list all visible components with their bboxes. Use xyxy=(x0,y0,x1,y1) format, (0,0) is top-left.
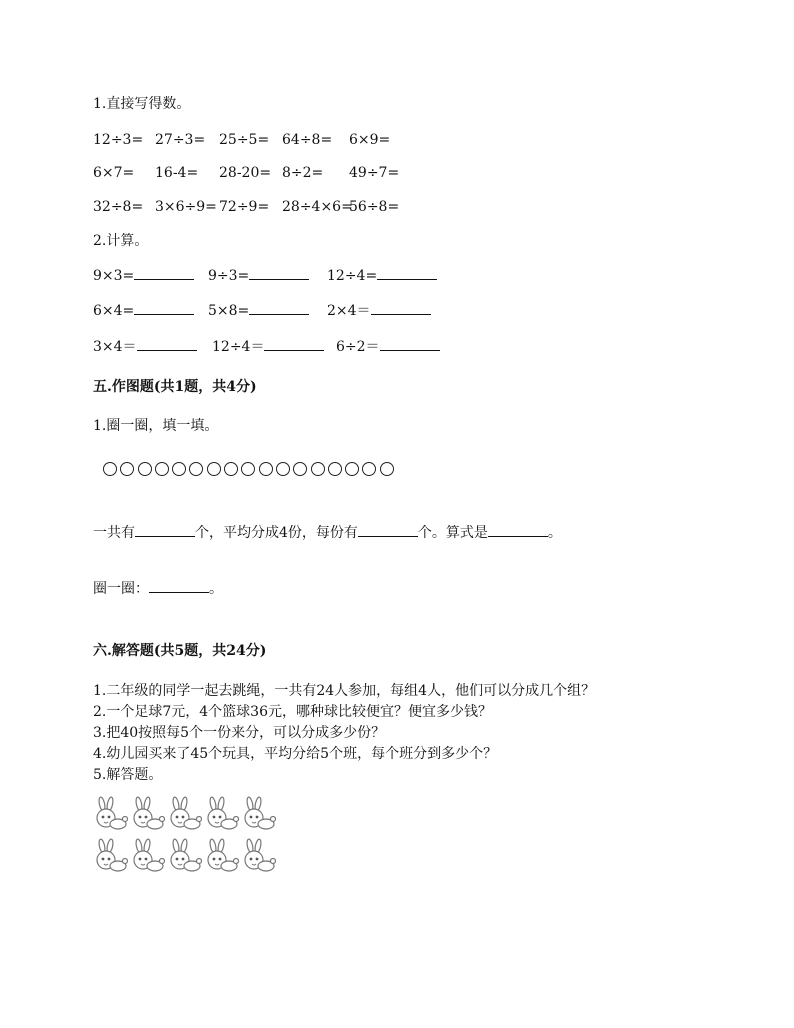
circle-label: 圈一圈： xyxy=(93,581,149,597)
circle-shape xyxy=(311,462,325,476)
q1-item: 8÷2= xyxy=(282,165,324,181)
answer-blank[interactable] xyxy=(371,302,431,315)
circle-shape xyxy=(259,462,273,476)
answer-blank[interactable] xyxy=(249,302,309,315)
rabbit-icon xyxy=(92,838,128,874)
circle-row xyxy=(103,461,397,480)
answer-blank[interactable] xyxy=(380,338,440,351)
rabbit-icon xyxy=(92,796,128,832)
circle-shape xyxy=(241,462,255,476)
circle-blank[interactable] xyxy=(149,580,209,593)
fill-text-4: 。 xyxy=(547,525,562,541)
q1-item: 72÷9= xyxy=(219,199,270,215)
answer-blank[interactable] xyxy=(134,302,194,315)
q1-item: 3×6÷9= xyxy=(155,199,217,215)
q2-expression: 9÷3= xyxy=(208,268,250,284)
q2-item xyxy=(327,302,431,320)
fill-text-2: 个，平均分成4份，每份有 xyxy=(195,525,358,541)
solve-question-2: 2.一个足球7元，4个篮球36元，哪种球比较便宜？便宜多少钱？ xyxy=(93,704,492,720)
fill-text-1: 一共有 xyxy=(93,525,135,541)
rabbit-icon xyxy=(240,838,276,874)
q1-item: 64÷8= xyxy=(282,132,333,148)
formula-blank[interactable] xyxy=(488,524,548,537)
answer-blank[interactable] xyxy=(264,338,324,351)
circle-shape xyxy=(189,462,203,476)
q2-expression: 3×4＝ xyxy=(93,339,137,355)
q2-item xyxy=(212,338,324,356)
q1-item: 12÷3= xyxy=(93,132,144,148)
answer-blank[interactable] xyxy=(249,267,309,280)
q2-expression: 12÷4＝ xyxy=(212,339,265,355)
circle-shape xyxy=(224,462,238,476)
q2-expression: 2×4＝ xyxy=(327,303,371,319)
q2-expression: 6×4= xyxy=(93,303,135,319)
q2-item xyxy=(336,338,440,356)
circle-shape xyxy=(138,462,152,476)
rabbit-icon xyxy=(240,796,276,832)
q1-item: 32÷8= xyxy=(93,199,144,215)
q2-expression: 6÷2＝ xyxy=(336,339,380,355)
circle-shape xyxy=(380,462,394,476)
q1-item: 28-20= xyxy=(219,165,272,181)
rabbit-icon xyxy=(166,796,202,832)
q1-item: 49÷7= xyxy=(349,165,400,181)
q2-item xyxy=(93,267,194,285)
q1-title: 1.直接写得数。 xyxy=(93,96,191,112)
each-share-blank[interactable] xyxy=(358,524,418,537)
circle-answer-line xyxy=(93,580,223,598)
answer-blank[interactable] xyxy=(377,267,437,280)
answer-blank[interactable] xyxy=(134,267,194,280)
circle-shape xyxy=(172,462,186,476)
rabbit-icon xyxy=(203,838,239,874)
q1-item: 27÷3= xyxy=(155,132,206,148)
circle-shape xyxy=(276,462,290,476)
q1-item: 6×7= xyxy=(93,165,135,181)
q2-expression: 5×8= xyxy=(208,303,250,319)
circle-shape xyxy=(362,462,376,476)
section-solve-heading: 六.解答题(共5题，共24分) xyxy=(93,643,267,659)
q1-item: 25÷5= xyxy=(219,132,270,148)
q2-item xyxy=(208,302,309,320)
q2-item xyxy=(208,267,309,285)
circle-shape xyxy=(207,462,221,476)
circle-shape xyxy=(345,462,359,476)
solve-question-5: 5.解答题。 xyxy=(93,767,163,783)
answer-blank[interactable] xyxy=(137,338,197,351)
section-draw-heading: 五.作图题(共1题，共4分) xyxy=(93,379,257,395)
circle-shape xyxy=(103,462,117,476)
q1-item: 28÷4×6= xyxy=(282,199,353,215)
circle-shape xyxy=(120,462,134,476)
q2-item xyxy=(93,338,197,356)
circle-shape xyxy=(293,462,307,476)
q1-item: 56÷8= xyxy=(349,199,400,215)
circle-shape xyxy=(328,462,342,476)
q2-expression: 9×3= xyxy=(93,268,135,284)
solve-question-1: 1.二年级的同学一起去跳绳，一共有24人参加，每组4人，他们可以分成几个组？ xyxy=(93,683,596,699)
fill-sentence xyxy=(93,524,562,542)
circle-end: 。 xyxy=(209,581,223,597)
rabbit-icon xyxy=(166,838,202,874)
q1-item: 16-4= xyxy=(155,165,199,181)
rabbit-icon xyxy=(129,838,165,874)
q2-title: 2.计算。 xyxy=(93,233,149,249)
circle-shape xyxy=(155,462,169,476)
draw-q1-title: 1.圈一圈，填一填。 xyxy=(93,418,219,434)
q2-item xyxy=(93,302,194,320)
rabbit-icon xyxy=(203,796,239,832)
q2-item xyxy=(327,267,437,285)
rabbit-icon xyxy=(129,796,165,832)
q1-item: 6×9= xyxy=(349,132,391,148)
q2-expression: 12÷4= xyxy=(327,268,378,284)
solve-question-4: 4.幼儿园买来了45个玩具，平均分给5个班，每个班分到多少个？ xyxy=(93,746,498,762)
fill-text-3: 个。算式是 xyxy=(417,525,488,541)
total-blank[interactable] xyxy=(135,524,195,537)
solve-question-3: 3.把40按照每5个一份来分，可以分成多少份？ xyxy=(93,725,386,741)
